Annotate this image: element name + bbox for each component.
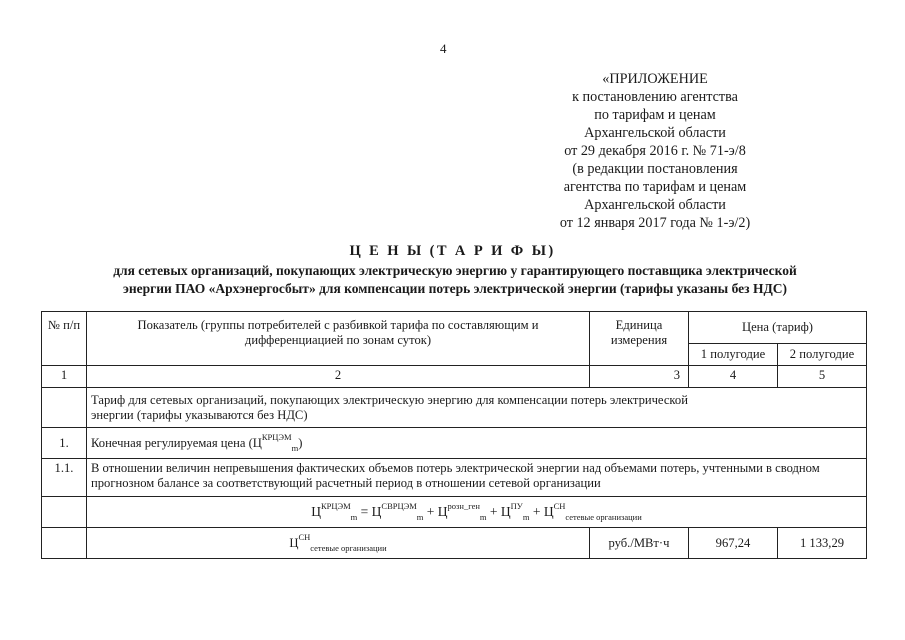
header-num: № п/п <box>42 312 87 366</box>
value-half1: 967,24 <box>689 528 778 559</box>
value-half2: 1 133,29 <box>778 528 867 559</box>
appendix-line: по тарифам и ценам <box>594 107 716 123</box>
appendix-line: от 29 декабря 2016 г. № 71-э/8 <box>564 143 746 159</box>
header-indicator: Показатель (группы потребителей с разбивкой тарифа по составляющим и дифференциацией по зонам суток) <box>87 312 590 366</box>
header-half1: 1 полугодие <box>689 344 778 366</box>
row1-num: 1. <box>42 428 87 459</box>
header-price: Цена (тариф) <box>689 312 867 344</box>
document-title: Ц Е Н Ы (Т А Р И Ф Ы) <box>349 243 556 259</box>
section-text: Тариф для сетевых организаций, покупающих электрическую энергию для компенсации потерь электрической энергии (тарифы указываются без НДС) <box>87 388 867 428</box>
subtitle-line-1: для сетевых организаций, покупающих электрическую энергию у гарантирующего поставщика электрической <box>113 263 797 278</box>
column-number-5: 5 <box>778 366 867 388</box>
row1-text: Конечная регулируемая цена $(Ц^{КРЦЭМ}_m)$ <box>87 428 867 459</box>
column-number-3: 3 <box>590 366 689 388</box>
appendix-line: «ПРИЛОЖЕНИЕ <box>602 71 708 87</box>
appendix-line: (в редакции постановления <box>572 161 738 177</box>
header-half2: 2 полугодие <box>778 344 867 366</box>
row11-num: 1.1. <box>42 459 87 497</box>
page-number: 4 <box>440 41 447 56</box>
value-unit: руб./МВт·ч <box>590 528 689 559</box>
row11-text: В отношении величин непревышения фактических объемов потерь электрической энергии над объемами потерь, учтенными в сводном прогнозном балансе за соответствующий расчетный период в отношении сетевой организации <box>87 459 867 497</box>
appendix-line: агентства по тарифам и ценам <box>563 179 747 195</box>
value-indicator: $Ц^{СН}_{сетевые организации}$ <box>87 528 590 559</box>
formula: $Ц^{КРЦЭМ}_m = Ц^{СВРЦЭМ}_m + Ц^{розн\_ген}_m + Ц^{ПУ}_m + Ц^{СН}_{сетевые организации}$ <box>87 497 867 528</box>
value-num-cell <box>42 528 87 559</box>
column-number-1: 1 <box>42 366 87 388</box>
section-num-cell <box>42 388 87 428</box>
tariff-table <box>41 311 867 559</box>
header-unit: Единица измерения <box>590 312 689 366</box>
appendix-line: Архангельской области <box>584 197 726 213</box>
appendix-line: к постановлению агентства <box>572 89 738 105</box>
appendix-line: от 12 января 2017 года № 1-э/2) <box>559 215 751 231</box>
document-subtitle <box>60 262 850 298</box>
appendix-block <box>520 70 790 232</box>
appendix-line: Архангельской области <box>584 125 726 141</box>
column-number-2: 2 <box>87 366 590 388</box>
formula-num-cell <box>42 497 87 528</box>
column-number-4: 4 <box>689 366 778 388</box>
subtitle-line-2: энергии ПАО «Архэнергосбыт» для компенсации потерь электрической энергии (тарифы указаны без НДС) <box>123 281 787 296</box>
